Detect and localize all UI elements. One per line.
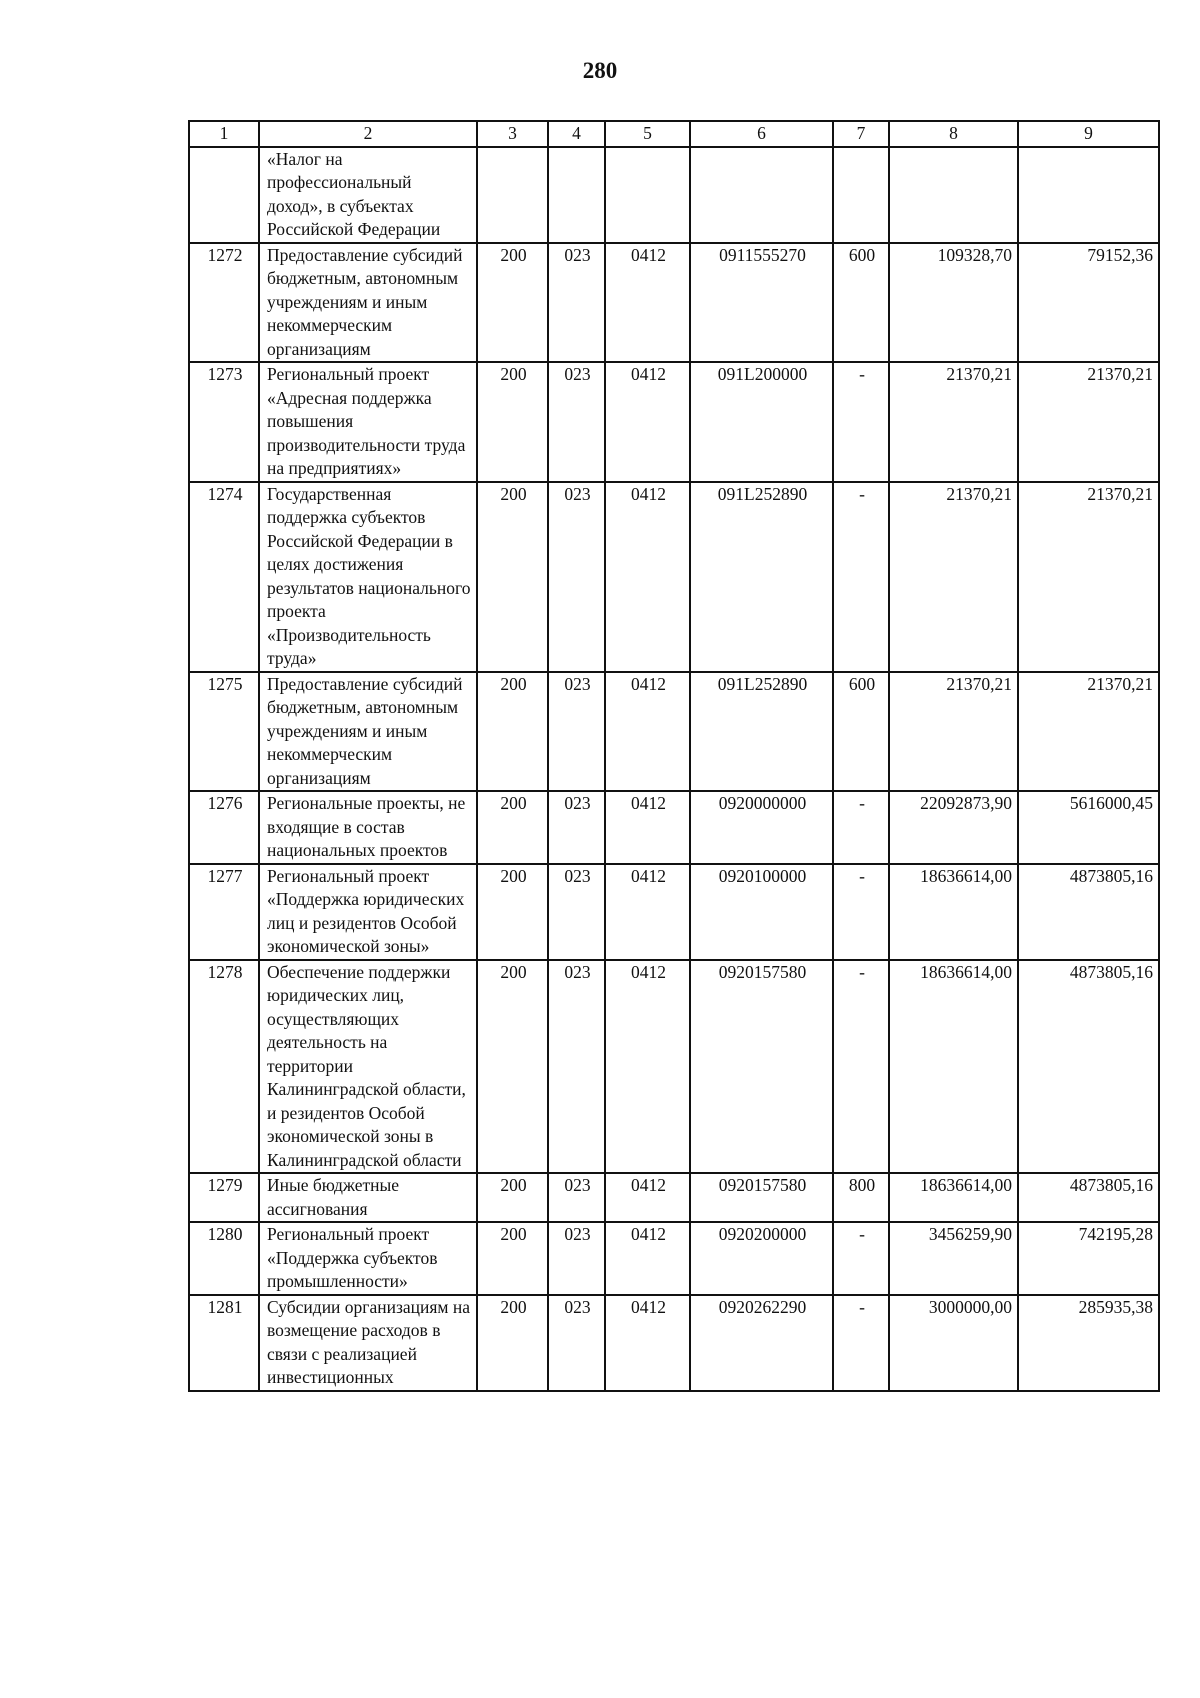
cell-col6: 091L200000: [690, 362, 833, 482]
cell-col6: 0920200000: [690, 1222, 833, 1295]
cell-col5: [605, 147, 690, 243]
cell-col4: 023: [548, 243, 605, 363]
row-name: Региональный проект «Адресная поддержка повышения производительности труда на предприятиях»: [259, 362, 477, 482]
cell-col4: 023: [548, 482, 605, 672]
cell-col7: -: [833, 960, 889, 1174]
cell-col9: [1018, 147, 1159, 243]
budget-table: [188, 120, 1160, 1392]
column-header: 4: [548, 121, 605, 147]
cell-col8: 18636614,00: [889, 1173, 1018, 1222]
cell-col8: 21370,21: [889, 482, 1018, 672]
row-number: 1280: [189, 1222, 259, 1295]
column-header: 9: [1018, 121, 1159, 147]
cell-col9: 4873805,16: [1018, 864, 1159, 960]
cell-col7: 600: [833, 243, 889, 363]
table-row: [189, 672, 1159, 792]
cell-col3: 200: [477, 482, 548, 672]
row-name: Региональный проект «Поддержка юридических лиц и резидентов Особой экономической зоны»: [259, 864, 477, 960]
cell-col6: 0920262290: [690, 1295, 833, 1391]
row-name: Предоставление субсидий бюджетным, автономным учреждениям и иным некоммерческим организациям: [259, 672, 477, 792]
column-header: 8: [889, 121, 1018, 147]
cell-col9: 285935,38: [1018, 1295, 1159, 1391]
cell-col3: 200: [477, 243, 548, 363]
cell-col3: 200: [477, 960, 548, 1174]
cell-col6: 0920157580: [690, 1173, 833, 1222]
row-number: 1281: [189, 1295, 259, 1391]
cell-col9: 21370,21: [1018, 482, 1159, 672]
cell-col7: -: [833, 1222, 889, 1295]
cell-col5: 0412: [605, 1173, 690, 1222]
row-name: Предоставление субсидий бюджетным, автономным учреждениям и иным некоммерческим организациям: [259, 243, 477, 363]
cell-col8: 18636614,00: [889, 864, 1018, 960]
table-row: [189, 243, 1159, 363]
cell-col8: 21370,21: [889, 362, 1018, 482]
row-number: 1276: [189, 791, 259, 864]
row-number: 1278: [189, 960, 259, 1174]
cell-col4: 023: [548, 960, 605, 1174]
cell-col3: 200: [477, 362, 548, 482]
table-row: [189, 960, 1159, 1174]
cell-col4: 023: [548, 791, 605, 864]
cell-col7: [833, 147, 889, 243]
table-row: [189, 147, 1159, 243]
cell-col5: 0412: [605, 243, 690, 363]
cell-col5: 0412: [605, 362, 690, 482]
cell-col7: 800: [833, 1173, 889, 1222]
cell-col7: -: [833, 864, 889, 960]
column-header: 3: [477, 121, 548, 147]
cell-col9: 5616000,45: [1018, 791, 1159, 864]
cell-col6: 0911555270: [690, 243, 833, 363]
cell-col5: 0412: [605, 1222, 690, 1295]
row-name: Региональный проект «Поддержка субъектов промышленности»: [259, 1222, 477, 1295]
column-header: 1: [189, 121, 259, 147]
cell-col4: 023: [548, 362, 605, 482]
cell-col3: 200: [477, 791, 548, 864]
row-name: Субсидии организациям на возмещение расходов в связи с реализацией инвестиционных: [259, 1295, 477, 1391]
table-row: [189, 864, 1159, 960]
row-number: 1279: [189, 1173, 259, 1222]
cell-col7: -: [833, 362, 889, 482]
cell-col3: 200: [477, 672, 548, 792]
cell-col6: 0920000000: [690, 791, 833, 864]
column-header: 7: [833, 121, 889, 147]
column-header: 6: [690, 121, 833, 147]
row-number: 1275: [189, 672, 259, 792]
cell-col5: 0412: [605, 672, 690, 792]
cell-col4: 023: [548, 1295, 605, 1391]
cell-col6: 0920157580: [690, 960, 833, 1174]
cell-col4: [548, 147, 605, 243]
cell-col9: 21370,21: [1018, 672, 1159, 792]
cell-col7: -: [833, 482, 889, 672]
cell-col5: 0412: [605, 960, 690, 1174]
table-row: [189, 1295, 1159, 1391]
row-name: Государственная поддержка субъектов Российской Федерации в целях достижения результатов национального проекта «Производительность труда»: [259, 482, 477, 672]
cell-col9: 79152,36: [1018, 243, 1159, 363]
cell-col5: 0412: [605, 791, 690, 864]
row-name: Обеспечение поддержки юридических лиц, осуществляющих деятельность на территории Калининградской области, и резидентов Особой экономической зоны в Калининградской области: [259, 960, 477, 1174]
cell-col8: 21370,21: [889, 672, 1018, 792]
cell-col4: 023: [548, 864, 605, 960]
row-number: 1274: [189, 482, 259, 672]
column-header: 5: [605, 121, 690, 147]
cell-col8: 109328,70: [889, 243, 1018, 363]
header-row: [189, 121, 1159, 147]
table-row: [189, 482, 1159, 672]
column-header: 2: [259, 121, 477, 147]
cell-col8: 3000000,00: [889, 1295, 1018, 1391]
row-name: Региональные проекты, не входящие в состав национальных проектов: [259, 791, 477, 864]
table-row: [189, 1222, 1159, 1295]
cell-col9: 4873805,16: [1018, 960, 1159, 1174]
cell-col9: 742195,28: [1018, 1222, 1159, 1295]
cell-col3: 200: [477, 864, 548, 960]
table-row: [189, 791, 1159, 864]
cell-col8: 22092873,90: [889, 791, 1018, 864]
cell-col3: [477, 147, 548, 243]
cell-col9: 4873805,16: [1018, 1173, 1159, 1222]
cell-col4: 023: [548, 672, 605, 792]
cell-col4: 023: [548, 1173, 605, 1222]
cell-col5: 0412: [605, 482, 690, 672]
cell-col8: 18636614,00: [889, 960, 1018, 1174]
row-number: 1272: [189, 243, 259, 363]
cell-col8: 3456259,90: [889, 1222, 1018, 1295]
row-name: Иные бюджетные ассигнования: [259, 1173, 477, 1222]
cell-col3: 200: [477, 1222, 548, 1295]
row-number: [189, 147, 259, 243]
cell-col9: 21370,21: [1018, 362, 1159, 482]
cell-col6: [690, 147, 833, 243]
row-number: 1273: [189, 362, 259, 482]
cell-col7: -: [833, 1295, 889, 1391]
cell-col5: 0412: [605, 1295, 690, 1391]
cell-col3: 200: [477, 1173, 548, 1222]
row-number: 1277: [189, 864, 259, 960]
cell-col7: -: [833, 791, 889, 864]
cell-col6: 0920100000: [690, 864, 833, 960]
cell-col7: 600: [833, 672, 889, 792]
cell-col3: 200: [477, 1295, 548, 1391]
table-row: [189, 1173, 1159, 1222]
cell-col6: 091L252890: [690, 482, 833, 672]
page-number: 280: [582, 58, 618, 83]
cell-col8: [889, 147, 1018, 243]
row-name: «Налог на профессиональный доход», в субъектах Российской Федерации: [259, 147, 477, 243]
cell-col4: 023: [548, 1222, 605, 1295]
cell-col5: 0412: [605, 864, 690, 960]
table-row: [189, 362, 1159, 482]
cell-col6: 091L252890: [690, 672, 833, 792]
